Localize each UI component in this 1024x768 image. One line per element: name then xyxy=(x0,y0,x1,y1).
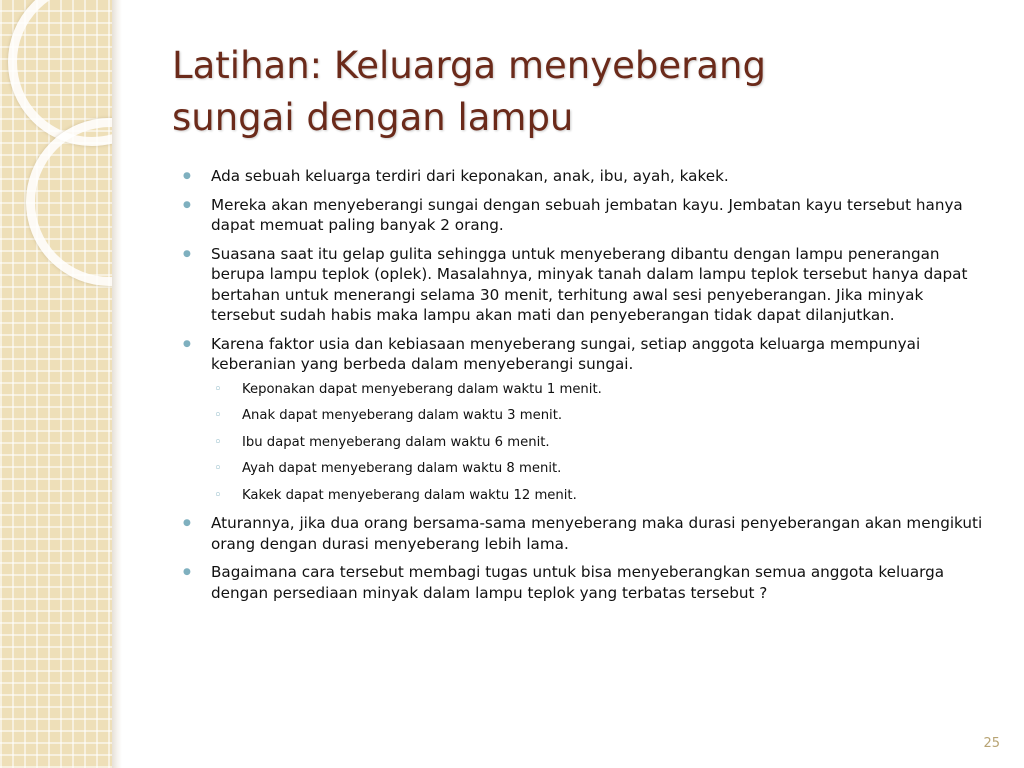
sub-bullet-item: ◦ Ibu dapat menyeberang dalam waktu 6 menit. xyxy=(211,434,991,452)
decorative-side-band xyxy=(0,0,112,768)
side-band-shadow xyxy=(112,0,122,768)
bullet-item: ● Mereka akan menyeberangi sungai dengan sebuah jembatan kayu. Jembatan kayu tersebut hanya dapat memuat paling banyak 2 orang. xyxy=(183,195,991,236)
sub-bullet-list xyxy=(211,381,991,505)
sub-bullet-item: ◦ Ayah dapat menyeberang dalam waktu 8 menit. xyxy=(211,460,991,478)
slide-content-list xyxy=(183,166,991,611)
bullet-item: ● Bagaimana cara tersebut membagi tugas untuk bisa menyeberangkan semua anggota keluarga dengan persediaan minyak dalam lampu teplok yang terbatas tersebut ? xyxy=(183,562,991,603)
decorative-ring-middle xyxy=(26,118,112,286)
sub-bullet-item: ◦ Kakek dapat menyeberang dalam waktu 12 menit. xyxy=(211,487,991,505)
sub-bullet-item: ◦ Keponakan dapat menyeberang dalam waktu 1 menit. xyxy=(211,381,991,399)
slide-number: 25 xyxy=(983,736,1000,751)
bullet-item: ● Ada sebuah keluarga terdiri dari keponakan, anak, ibu, ayah, kakek. xyxy=(183,166,991,187)
bullet-item: ● Aturannya, jika dua orang bersama-sama menyeberang maka durasi penyeberangan akan mengikuti orang dengan durasi menyeberang lebih lama. xyxy=(183,513,991,554)
bullet-item-with-sublist xyxy=(183,334,991,505)
slide-title-line-1: Latihan: Keluarga menyeberang xyxy=(172,44,766,87)
slide-title xyxy=(172,40,992,144)
bullet-item-text: Karena faktor usia dan kebiasaan menyeberang sungai, setiap anggota keluarga mempunyai keberanian yang berbeda dalam menyeberangi sungai. xyxy=(211,334,921,373)
bullet-item: ● Suasana saat itu gelap gulita sehingga untuk menyeberang dibantu dengan lampu penerangan berupa lampu teplok (oplek). Masalahnya, minyak tanah dalam lampu teplok tersebut hanya dapat bertahan untuk menerangi selama 30 menit, terhitung awal sesi penyeberangan. Jika minyak tersebut sudah habis maka lampu akan mati dan penyeberangan tidak dapat dilanjutkan. xyxy=(183,244,991,326)
sub-bullet-item: ◦ Anak dapat menyeberang dalam waktu 3 menit. xyxy=(211,407,991,425)
slide-title-line-2: sungai dengan lampu xyxy=(172,96,574,139)
